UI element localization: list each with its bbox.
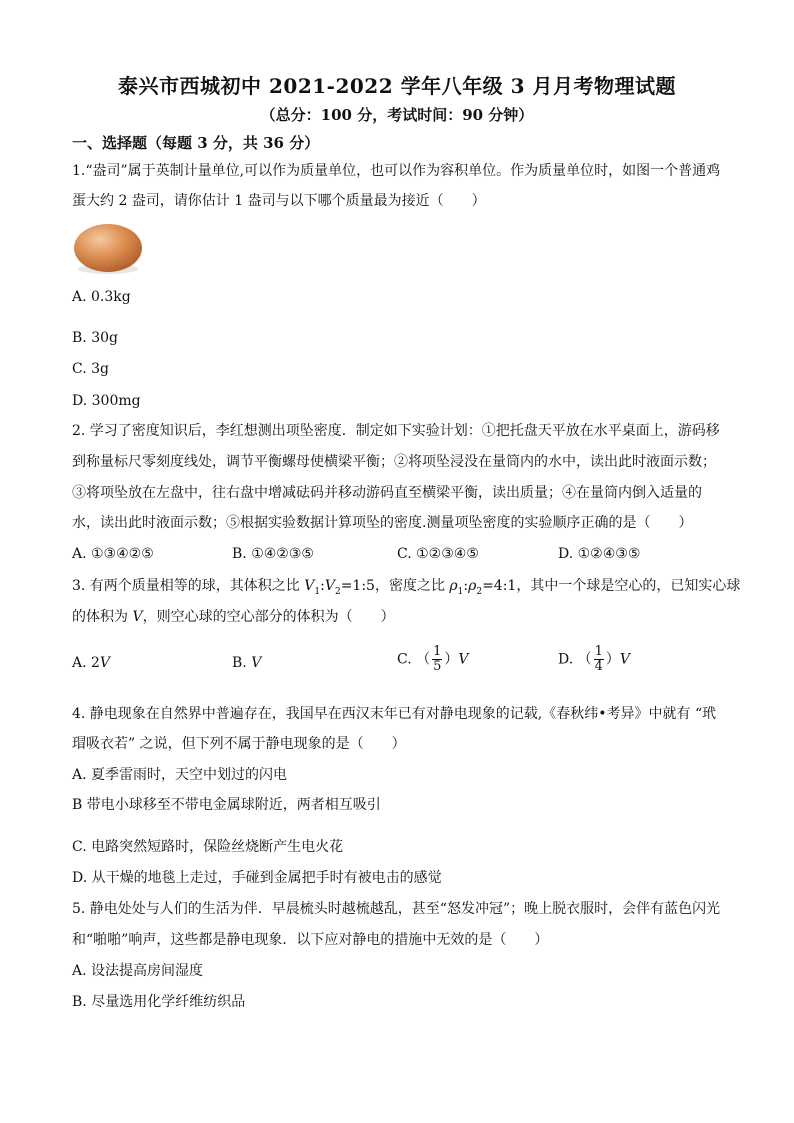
q4-line-1: 4. 静电现象在自然界中普遍存在，我国早在西汉末年已有对静电现象的记载,《春秋纬•考异》中就有 “玳 <box>72 706 717 722</box>
q3-colon-1: : <box>320 578 325 594</box>
q1-option-d: D. 300mg <box>72 393 141 409</box>
q3-option-c-close: ） <box>444 651 459 668</box>
q2-line-1: 2. 学习了密度知识后，李红想测出项坠密度．制定如下实验计划：①把托盘天平放在水平桌面上，游码移 <box>72 423 720 439</box>
q3-line2-b: ，则空心球的空心部分的体积为（ ） <box>142 609 395 625</box>
q3-option-a <box>72 655 110 671</box>
q3-option-d-var: V <box>619 651 631 668</box>
q3-option-a-var: V <box>99 655 111 671</box>
q3-option-c-num: 1 <box>433 644 442 659</box>
q3-option-d-close: ） <box>605 651 620 668</box>
q3-option-d <box>558 645 630 674</box>
q3-option-c-var: V <box>458 651 469 668</box>
q3-v2-sub: 2 <box>334 586 341 597</box>
q3-option-d-fraction <box>594 645 604 674</box>
q3-line2-v: V <box>132 609 143 625</box>
q3-rho2-sub: 2 <box>476 586 483 597</box>
q3-option-c-open: C. （ <box>397 651 431 668</box>
q4-option-a: A. 夏季雷雨时，天空中划过的闪电 <box>72 767 288 783</box>
q5-line-1: 5. 静电处处与人们的生活为伴．早晨梳头时越梳越乱，甚至“怒发冲冠”；晚上脱衣服时，会伴有蓝色闪光 <box>72 901 721 917</box>
egg-icon <box>72 222 142 276</box>
q4-option-d: D. 从干燥的地毯上走过，手碰到金属把手时有被电击的感觉 <box>72 870 442 886</box>
q2-line-3: ③将项坠放在左盘中，往右盘中增减砝码并移动游码直至横梁平衡，读出质量；④在量筒内倒入适量的 <box>72 485 702 501</box>
q1-line-2: 蛋大约 2 盎司，请你估计 1 盎司与以下哪个质量最为接近（ ） <box>72 193 486 209</box>
q1-line-1: 1.“盎司”属于英制计量单位,可以作为质量单位，也可以作为容积单位。作为质量单位时，如图一个普通鸡 <box>72 163 721 179</box>
q4-option-b: B 带电小球移至不带电金属球附近，两者相互吸引 <box>72 797 381 813</box>
q3-rho1: ρ <box>449 578 458 594</box>
q3-v1: V <box>304 578 315 594</box>
q5-option-b: B. 尽量选用化学纤维纺织品 <box>72 994 246 1010</box>
q1-option-c: C. 3g <box>72 361 109 377</box>
q3-v1-sub: 1 <box>314 586 321 597</box>
page-title: 泰兴市西城初中 2021-2022 学年八年级 3 月月考物理试题 <box>118 74 676 98</box>
q3-text-c: =4:1，其中一个球是空心的，已知实心球 <box>482 578 741 594</box>
q3-option-d-open: D. （ <box>558 651 592 668</box>
q3-option-c-fraction <box>432 645 442 674</box>
q3-option-a-label: A. 2 <box>72 655 100 671</box>
q3-rho2: ρ <box>468 578 477 594</box>
q5-option-a: A. 设法提高房间湿度 <box>72 963 204 979</box>
q3-option-b <box>232 655 261 671</box>
q3-option-b-var: V <box>251 655 262 671</box>
q3-option-c-den: 5 <box>433 659 442 674</box>
q2-line-2: 到称量标尺零刻度线处，调节平衡螺母使横梁平衡；②将项坠浸没在量筒内的水中，读出此时液面示数； <box>72 454 716 470</box>
q3-rho1-sub: 1 <box>457 586 464 597</box>
q3-line-2 <box>72 608 395 626</box>
q3-text-a: 3. 有两个质量相等的球，其体积之比 <box>72 578 305 594</box>
q1-option-b: B. 30g <box>72 330 118 346</box>
q3-text-b: =1:5，密度之比 <box>340 578 450 594</box>
q3-option-d-den: 4 <box>594 659 603 674</box>
q2-line-4: 水，读出此时液面示数；⑤根据实验数据计算项坠的密度.测量项坠密度的实验顺序正确的是（ ） <box>72 515 693 531</box>
q4-option-c: C. 电路突然短路时，保险丝烧断产生电火花 <box>72 839 344 855</box>
q3-v2: V <box>324 578 335 594</box>
q2-option-d: D. ①②④③⑤ <box>558 546 641 562</box>
q3-line-1 <box>72 577 740 601</box>
q2-option-b: B. ①④②③⑤ <box>232 546 314 562</box>
q3-option-c <box>397 645 469 674</box>
q3-colon-2: : <box>463 578 469 594</box>
q2-option-a: A. ①③④②⑤ <box>72 546 154 562</box>
q5-line-2: 和“啪啪”响声，这些都是静电现象．以下应对静电的措施中无效的是（ ） <box>72 932 549 948</box>
section-heading: 一、选择题（每题 3 分，共 36 分） <box>72 134 320 152</box>
q4-line-2: 瑁吸衣若” 之说，但下列不属于静电现象的是（ ） <box>72 736 406 752</box>
q2-option-c: C. ①②③④⑤ <box>397 546 479 562</box>
q1-option-a: A. 0.3kg <box>72 289 131 305</box>
egg-image <box>72 222 142 276</box>
page-subtitle: （总分：100 分，考试时间：90 分钟） <box>260 106 534 124</box>
q3-line2-a: 的体积为 <box>72 609 133 625</box>
q3-option-b-label: B. <box>232 655 252 671</box>
q3-option-d-num: 1 <box>594 644 603 659</box>
